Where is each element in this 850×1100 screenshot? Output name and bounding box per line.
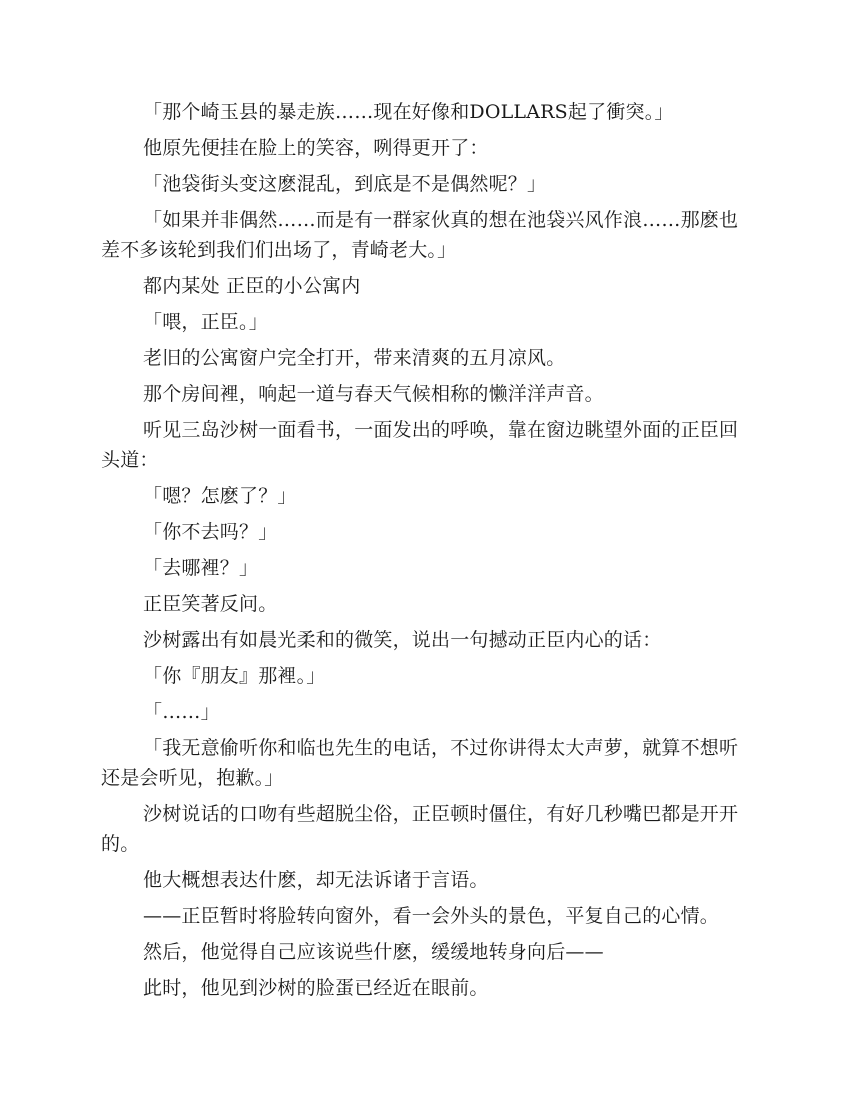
paragraph: 「那个崎玉县的暴走族……现在好像和DOLLARS起了衝突。」 [143,101,674,123]
paragraph: 他原先便挂在脸上的笑容，咧得更开了： [143,137,489,159]
paragraph: 「你『朋友』那裡。」 [143,665,326,687]
paragraph: 「你不去吗？」 [143,521,278,543]
paragraph: 「去哪裡？」 [143,557,259,579]
paragraph: 「喂，正臣。」 [143,311,268,333]
paragraph: 「如果并非偶然……而是有一群家伙真的想在池袋兴风作浪……那麽也差不多该轮到我们们出场了，青崎老大。」 [101,209,739,261]
paragraph: 此时，他见到沙树的脸蛋已经近在眼前。 [143,977,489,999]
paragraph: 正臣笑著反问。 [143,593,278,615]
paragraph: 老旧的公寓窗户完全打开，带来清爽的五月凉风。 [143,347,566,369]
paragraph: 听见三岛沙树一面看书，一面发出的呼唤，靠在窗边眺望外面的正臣回头道： [101,419,739,471]
paragraph: 那个房间裡，响起一道与春天气候相称的懒洋洋声音。 [143,383,604,405]
paragraph: 「……」 [143,701,220,723]
paragraph: ——正臣暂时将脸转向窗外，看一会外头的景色，平复自己的心情。 [143,905,720,927]
paragraph: 「嗯？怎麽了？」 [143,485,297,507]
paragraph: 「我无意偷听你和临也先生的电话，不过你讲得太大声萝，就算不想听还是会听见，抱歉。」 [101,737,739,789]
paragraph: 他大概想表达什麽，却无法诉诸于言语。 [143,869,489,891]
paragraph: 然后，他觉得自己应该说些什麽，缓缓地转身向后—— [143,941,604,963]
paragraph: 沙树露出有如晨光柔和的微笑，说出一句撼动正臣内心的话： [143,629,662,651]
document-page [101,97,746,1009]
paragraph: 「池袋街头变这麽混乱，到底是不是偶然呢？」 [143,173,547,195]
scene-heading: 都内某处 正臣的小公寓内 [143,275,361,297]
paragraph: 沙树说话的口吻有些超脱尘俗，正臣顿时僵住，有好几秒嘴巴都是开开的。 [101,803,739,855]
